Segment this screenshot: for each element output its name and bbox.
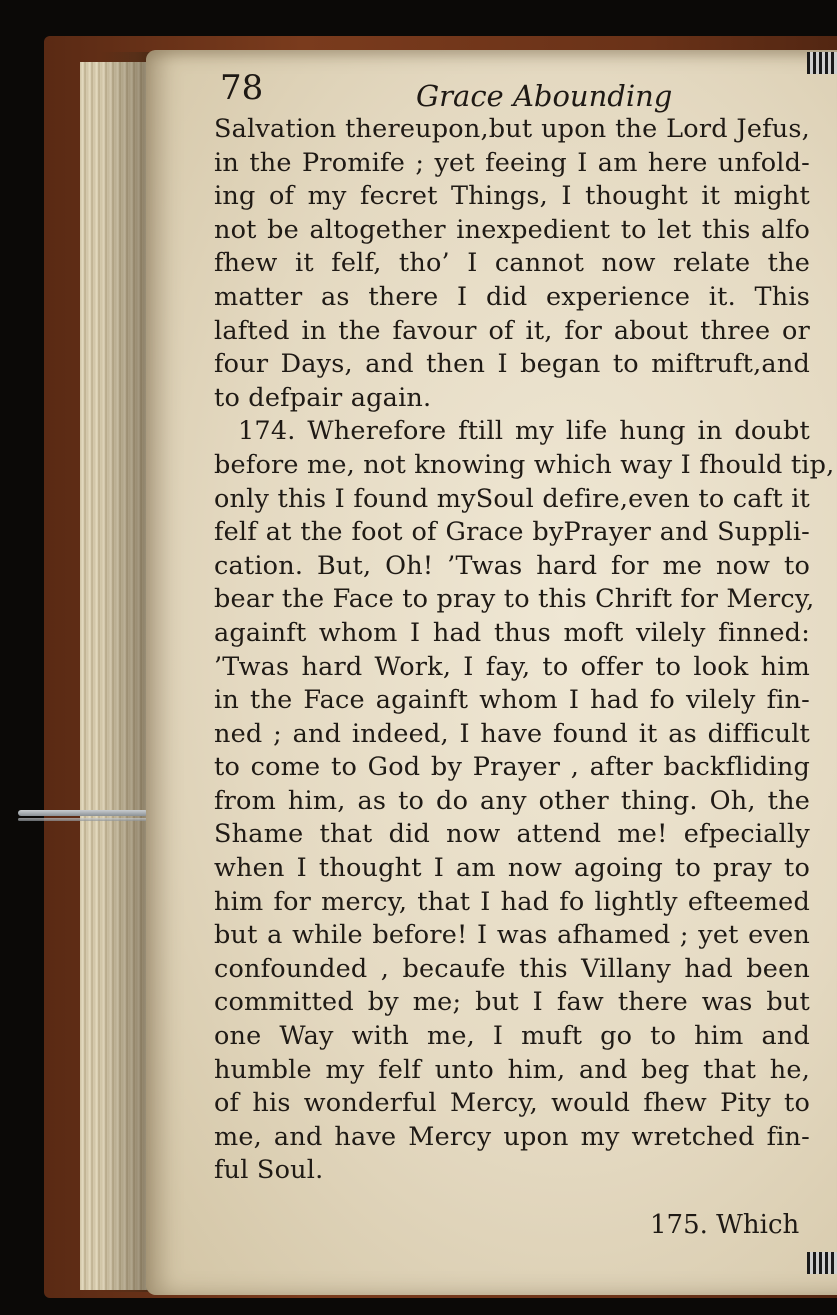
text-line: to defpair again. [214,382,432,413]
bookmark-ribbon [18,810,148,816]
page-number: 78 [220,68,264,108]
text-line: before me, not knowing which way I fhould tip, [214,449,835,480]
text-line: ’Twas hard Work, I fay, to offer to look him [214,651,810,682]
text-line: but a while before! I was afhamed ; yet even [214,920,810,951]
text-line: of his wonderful Mercy, would fhew Pity to [214,1088,810,1119]
running-title: Grace Abounding [416,79,673,113]
text-line: me, and have Mercy upon my wretched fin- [214,1121,810,1152]
text-line: to come to God by Prayer , after backfliding [214,752,810,783]
text-line: againft whom I had thus moft vilely finned: [214,617,810,648]
text-line: only this I found mySoul defire,even to caft it [214,483,810,514]
page-body [214,113,835,1188]
text-line: fhew it felf, tho’ I cannot now relate the [214,248,810,279]
text-line: matter as there I did experience it. This [214,281,810,312]
text-line: Salvation thereupon,but upon the Lord Jefus, [214,114,810,144]
catchword: 175. Which [650,1210,800,1240]
text-line: felf at the foot of Grace byPrayer and Suppli- [214,517,810,548]
bookmark-ribbon-lower [18,818,148,821]
paragraph-start: 174. Wherefore ftill my life hung in doubt [238,416,810,447]
text-line: ing of my fecret Things, I thought it might [214,181,810,212]
text-line: in the Promife ; yet feeing I am here unfold- [214,147,810,178]
text-line: confounded , becaufe this Villany had been [214,953,810,984]
text-line: bear the Face to pray to this Chrift for Mercy, [214,584,815,615]
text-line: him for mercy, that I had fo lightly efteemed [214,886,810,917]
text-line: ful Soul. [214,1155,324,1186]
text-line: four Days, and then I began to miftruft,and [214,349,810,380]
text-line: ned ; and indeed, I have found it as difficult [214,718,810,749]
page-header [216,68,816,116]
text-line: Shame that did now attend me! efpecially [214,819,810,850]
text-line: not be altogether inexpedient to let this alfo [214,214,810,245]
text-line: lafted in the favour of it, for about three or [214,315,810,346]
page-clip-bottom [807,1252,837,1274]
text-line: committed by me; but I faw there was but [214,987,810,1018]
text-line: humble my felf unto him, and beg that he, [214,1054,810,1085]
text-line: when I thought I am now agoing to pray to [214,853,810,884]
text-line: from him, as to do any other thing. Oh, the [214,785,810,816]
text-line: cation. But, Oh! ’Twas hard for me now to [214,550,810,581]
text-line: one Way with me, I muft go to him and [214,1021,810,1052]
text-line: in the Face againft whom I had fo vilely fin- [214,685,810,716]
